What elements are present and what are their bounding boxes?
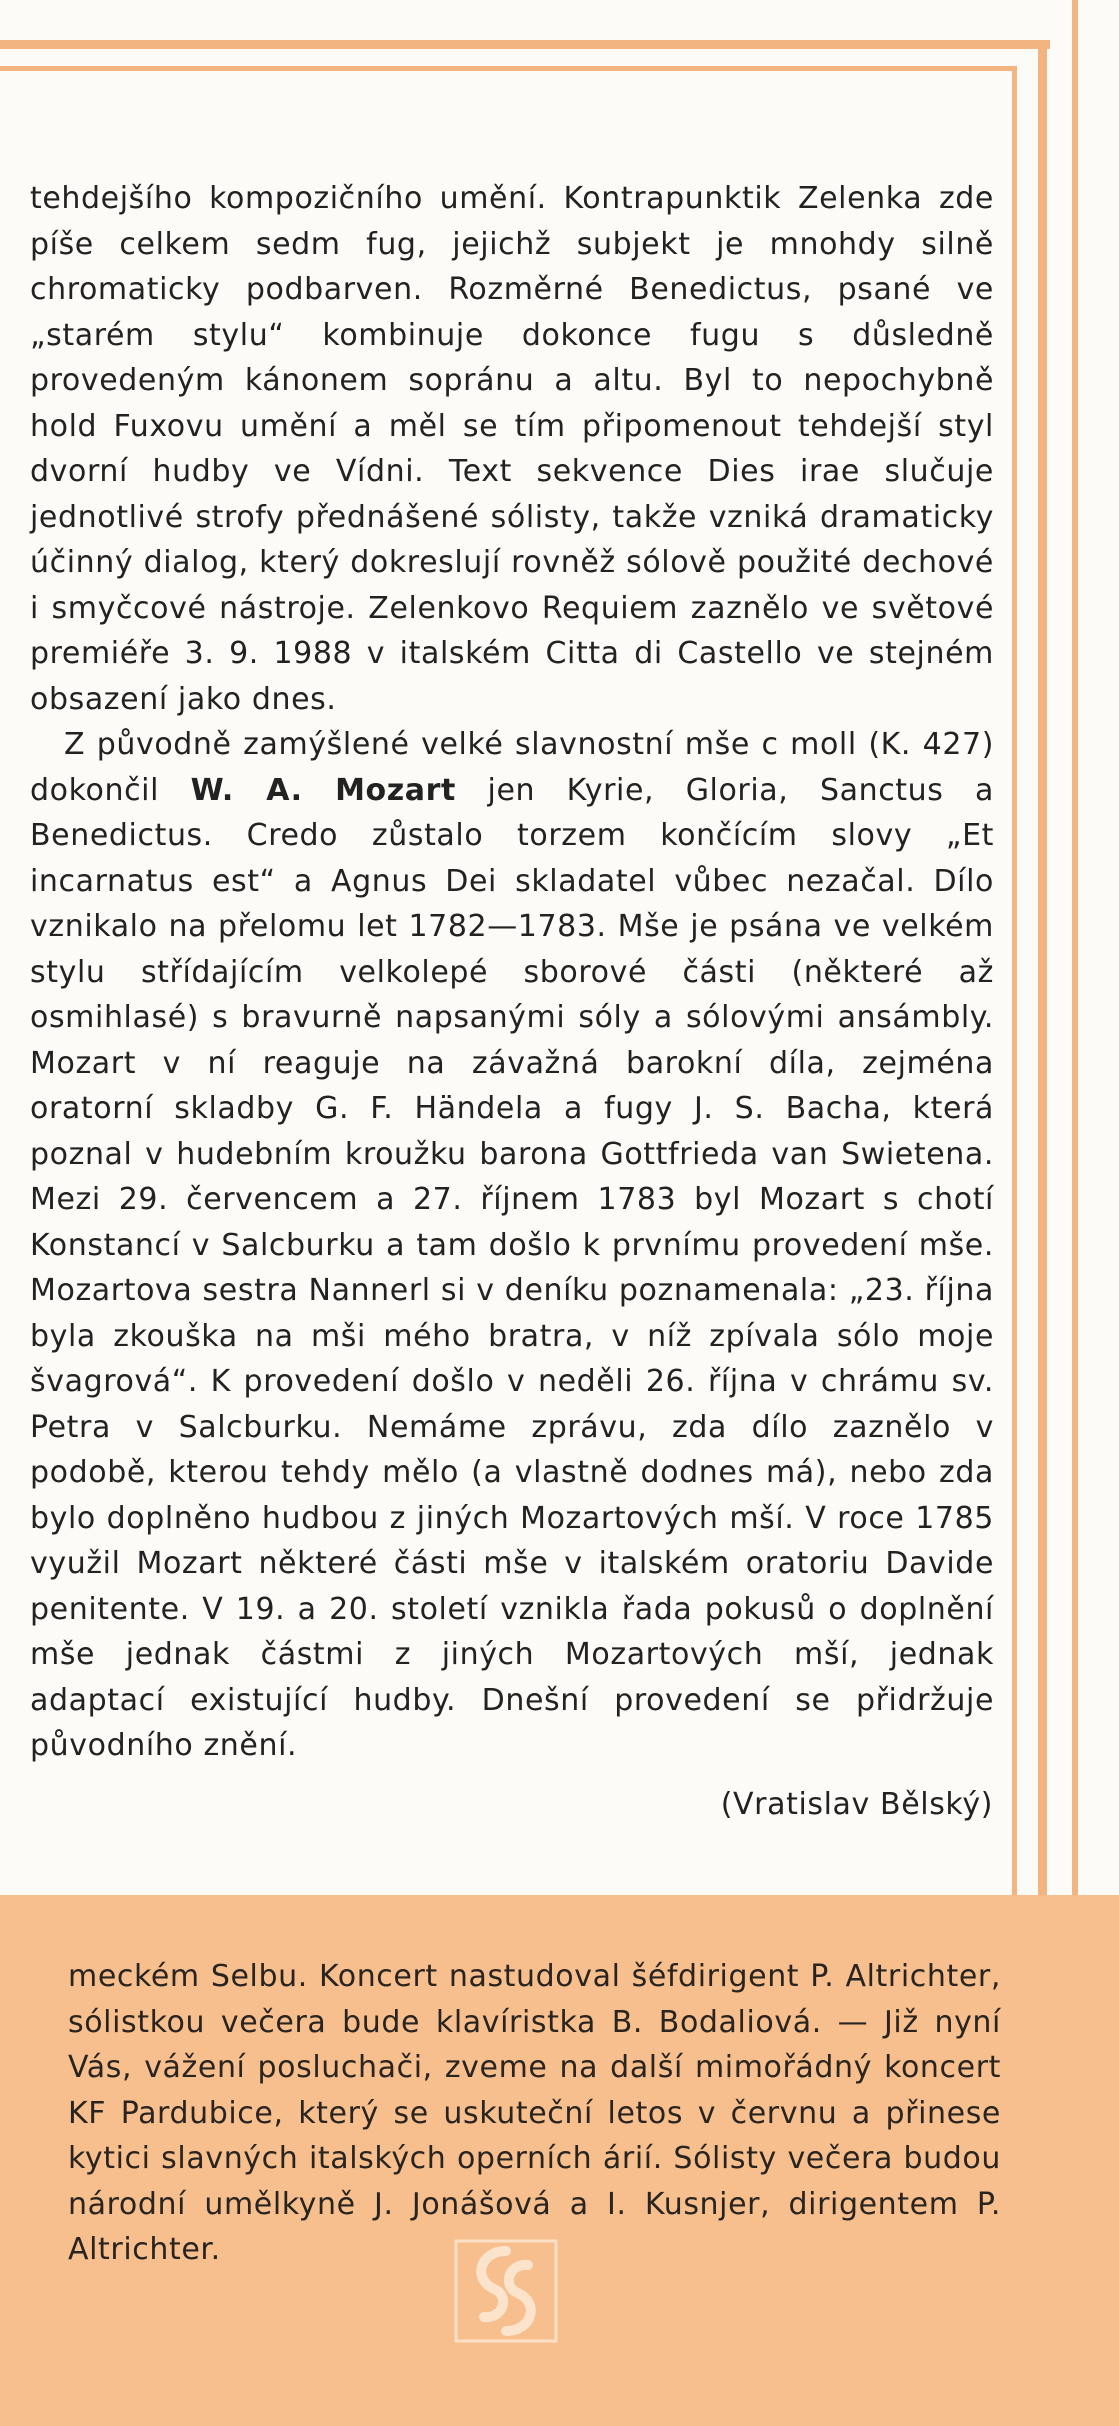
composer-name: W. A. Mozart (190, 772, 456, 808)
concert-notice: meckém Selbu. Koncert nastudoval šéfdirigent P. Altrichter, sólistkou večera bude klavíristka B. Bodaliová. — Již nyní Vás, vážení posluchači, zveme na další mimořádný koncert KF Pardubice, který se uskuteční letos v červnu a přinese kytici slavných italských operních árií. Sólisty večera budou národní umělkyně J. Jonášová a I. Kusnjer, dirigentem P. Altrichter. (68, 1959, 1001, 2267)
article-paragraph-1: tehdejšího kompozičního umění. Kontrapunktik Zelenka zde píše celkem sedm fug, jejichž subjekt je mnohdy silně chromaticky podbarven. Rozměrné Benedictus, psané ve „starém stylu“ kombinuje dokonce fugu s důsledně provedeným kánonem sopránu a altu. Byl to nepochybně hold Fuxovu umění a měl se tím připomenout tehdejší styl dvorní hudby ve Vídni. Text sekvence Dies irae slučuje jednotlivé strofy přednášené sólisty, takže vzniká dramaticky účinný dialog, který dokreslují rovněž sólově použité dechové i smyčcové nástroje. Zelenkovo Requiem zaznělo ve světové premiéře 3. 9. 1988 v italském Citta di Castello ve stejném obsazení jako dnes. (30, 181, 994, 717)
frame-top-inner (0, 66, 1017, 71)
logo-emblem-icon (450, 2235, 562, 2347)
article-body (30, 176, 994, 1769)
frame-top-outer (0, 40, 1050, 49)
article-paragraph-2-rest: jen Kyrie, Gloria, Sanctus a Benedictus. Credo zůstalo torzem končícím slovy „Et incarnatus est“ a Agnus Dei skladatel vůbec nezačal. Dílo vznikalo na přelomu let 1782—1783. Mše je psána ve velkém stylu střídajícím velkolepé sborové části (některé až osmihlasé) s bravurně napsanými sóly a sólovými ansámbly. Mozart v ní reaguje na závažná barokní díla, zejména oratorní skladby G. F. Händela a fugy J. S. Bacha, která poznal v hudebním kroužku barona Gottfrieda van Swietena. Mezi 29. červencem a 27. říjnem 1783 byl Mozart s chotí Konstancí v Salcburku a tam došlo k prvnímu provedení mše. Mozartova sestra Nannerl si v deníku poznamenala: „23. října byla zkouška na mši mého bratra, v níž zpívala sólo moje švagrová“. K provedení došlo v neděli 26. října v chrámu sv. Petra v Salcburku. Nemáme zprávu, zda dílo zaznělo v podobě, kterou tehdy mělo (a vlastně dodnes má), nebo zda bylo doplněno hudbou z jiných Mozartových mší. V roce 1785 využil Mozart některé části mše v italském oratoriu Davide penitente. V 19. a 20. století vznikla řada pokusů o doplnění mše jednak částmi z jiných Mozartových mší, jednak adaptací existující hudby. Dnešní provedení se přidržuje původního znění. (30, 772, 995, 1763)
article-paragraph-2-start: Z původně zamýšlené velké slavnostní mše c moll (K. 427) dokončil (30, 727, 994, 808)
author-signature: (Vratislav Bělský) (720, 1787, 993, 1822)
article-paragraph-2 (30, 722, 994, 1769)
